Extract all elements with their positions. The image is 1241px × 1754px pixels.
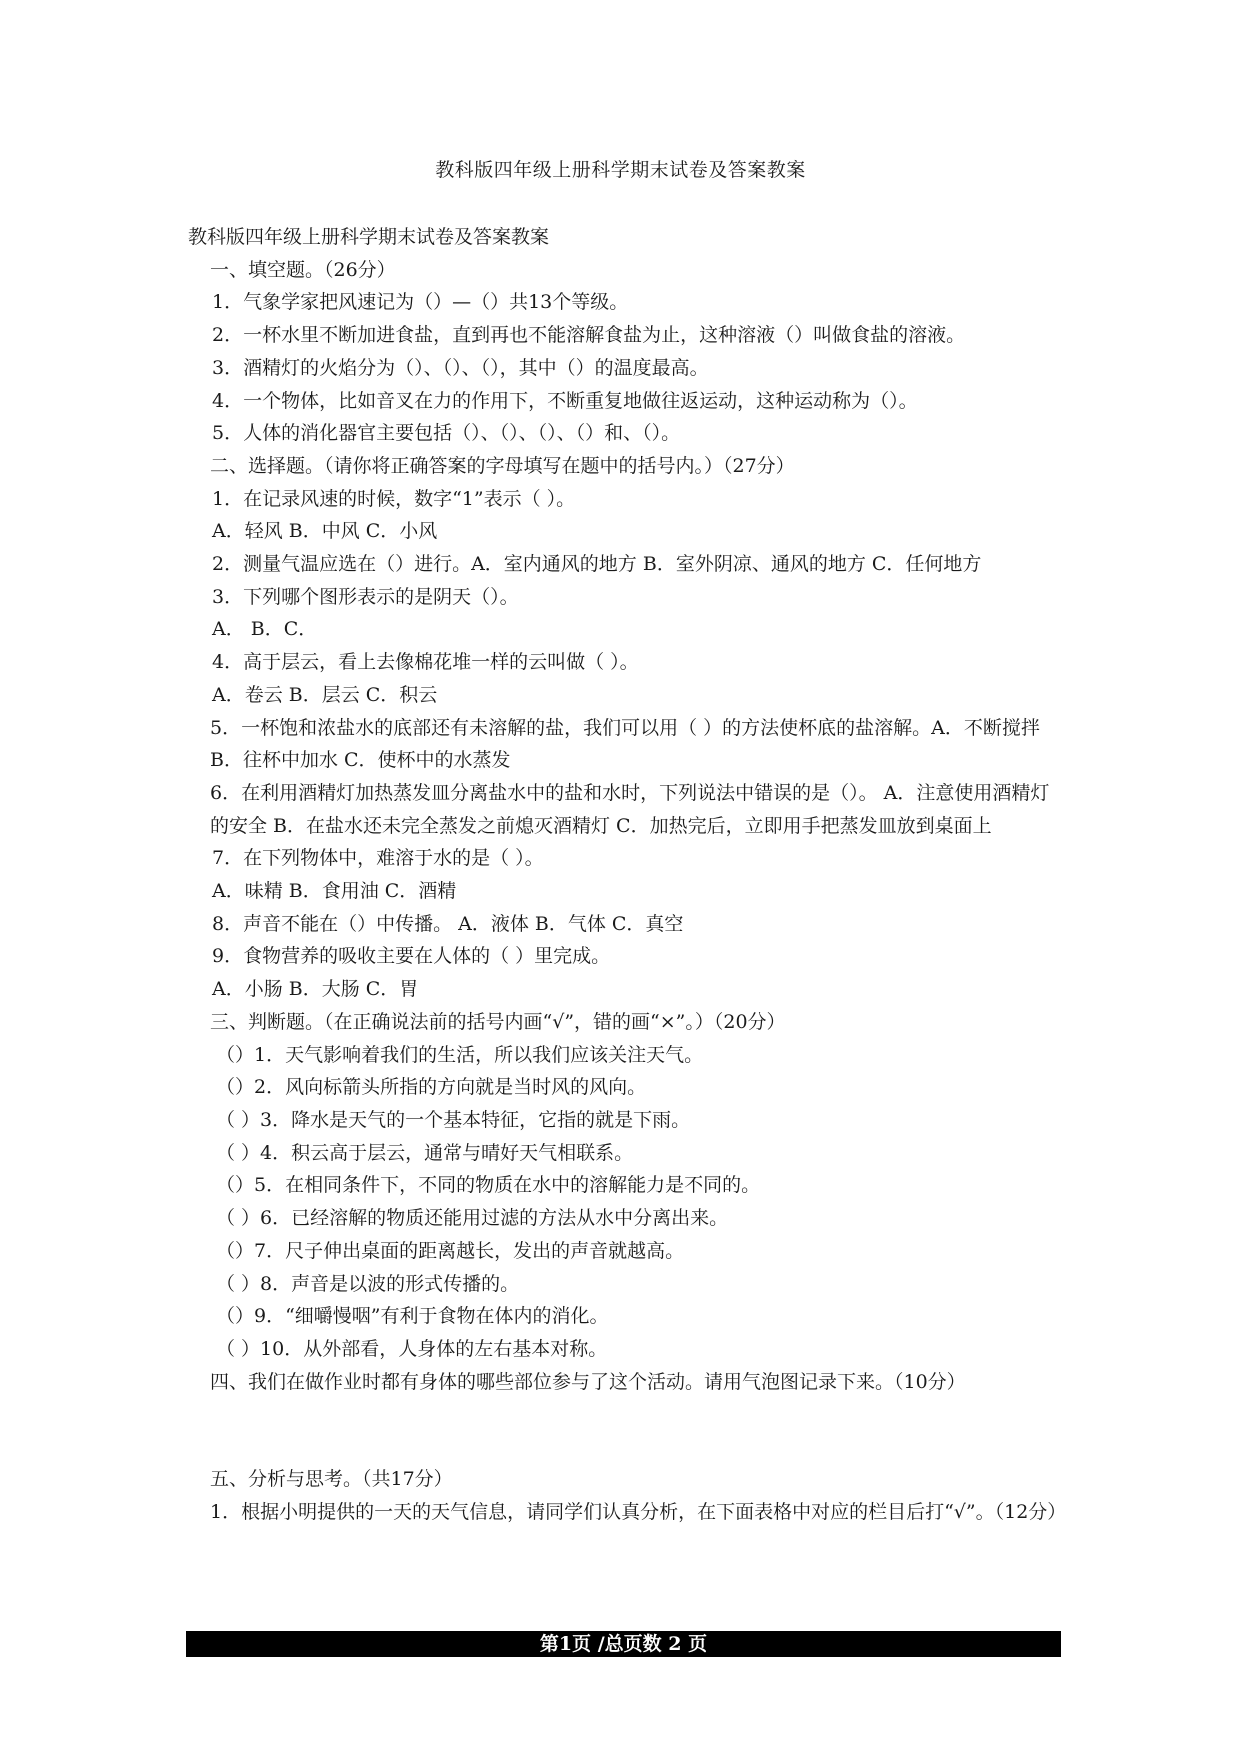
text-line: 1．气象学家把风速记为（）—（）共13个等级。 (212, 291, 629, 314)
text-line: （）5．在相同条件下，不同的物质在水中的溶解能力是不同的。 (216, 1174, 761, 1197)
text-line: 6．在利用酒精灯加热蒸发皿分离盐水中的盐和水时，下列说法中错误的是（）。 A．注意使用酒精灯的安全 B．在盐水还未完全蒸发之前熄灭酒精灯 C．加热完后，立即用手把蒸发皿放到桌面上 (210, 781, 1050, 837)
text-line: 9．食物营养的吸收主要在人体的（ ）里完成。 (212, 945, 611, 968)
text-line: （ ）4．积云高于层云，通常与晴好天气相联系。 (216, 1141, 634, 1164)
document-body (188, 221, 1067, 1529)
text-line: （ ）3．降水是天气的一个基本特征，它指的就是下雨。 (216, 1108, 691, 1131)
text-line: 三、判断题。（在正确说法前的括号内画“√”，错的画“×”。）（20分） (210, 1010, 786, 1033)
text-line: （）7．尺子伸出桌面的距离越长，发出的声音就越高。 (216, 1239, 685, 1262)
text-line: A．卷云 B．层云 C．积云 (212, 683, 438, 706)
page-title: 教科版四年级上册科学期末试卷及答案教案 (435, 159, 806, 181)
text-line: 2．测量气温应选在（）进行。A．室内通风的地方 B．室外阴凉、通风的地方 C．任何地方 (212, 553, 982, 576)
text-line: （ ）6．已经溶解的物质还能用过滤的方法从水中分离出来。 (216, 1207, 729, 1230)
text-line: A．味精 B．食用油 C．酒精 (212, 880, 457, 903)
text-line: （）2．风向标箭头所指的方向就是当时风的风向。 (216, 1076, 647, 1099)
text-line: 1．在记录风速的时候，数字“1”表示（ ）。 (212, 487, 576, 510)
text-line: 1．根据小明提供的一天的天气信息，请同学们认真分析，在下面表格中对应的栏目后打“√”。（12分） (210, 1501, 1067, 1524)
text-line: 7．在下列物体中，难溶于水的是（ ）。 (212, 847, 544, 870)
text-line: 五、分析与思考。（共17分） (210, 1468, 453, 1491)
text-line: 3．下列哪个图形表示的是阴天（）。 (212, 585, 519, 608)
text-line: （ ）8．声音是以波的形式传播的。 (216, 1272, 520, 1295)
text-line: 教科版四年级上册科学期末试卷及答案教案 (188, 226, 550, 248)
text-line: 5．一杯饱和浓盐水的底部还有未溶解的盐，我们可以用（ ）的方法使杯底的盐溶解。A．不断搅拌 B．往杯中加水 C．使杯中的水蒸发 (210, 716, 1046, 772)
text-line: （ ）10．从外部看，人身体的左右基本对称。 (216, 1337, 608, 1360)
text-line: A． B．C． (212, 618, 318, 641)
text-line: 8．声音不能在（）中传播。 A．液体 B．气体 C．真空 (212, 912, 684, 935)
text-line: （）1．天气影响着我们的生活，所以我们应该关注天气。 (216, 1043, 704, 1066)
text-line: 一、填空题。（26分） (210, 258, 396, 281)
text-line: 3．酒精灯的火焰分为（）、（）、（），其中（）的温度最高。 (212, 356, 709, 379)
blank-space (188, 1398, 1063, 1463)
text-line: 5．人体的消化器官主要包括（）、（）、（）、（）和、（）。 (212, 422, 681, 445)
text-line: 4．高于层云，看上去像棉花堆一样的云叫做（ ）。 (212, 651, 639, 674)
page-footer: 第1页 /总页数 2 页 (186, 1631, 1061, 1657)
text-line: A．小肠 B．大肠 C．胃 (212, 978, 419, 1001)
text-line: 4．一个物体，比如音叉在力的作用下，不断重复地做往返运动，这种运动称为（）。 (212, 389, 918, 412)
text-line: 2．一杯水里不断加进食盐，直到再也不能溶解食盐为止，这种溶液（）叫做食盐的溶液。 (212, 324, 966, 347)
text-line: 四、我们在做作业时都有身体的哪些部位参与了这个活动。请用气泡图记录下来。（10分） (210, 1370, 966, 1393)
text-line: 二、选择题。（请你将正确答案的字母填写在题中的括号内。）（27分） (210, 454, 795, 477)
text-line: A．轻风 B．中风 C．小风 (212, 520, 438, 543)
text-line: （）9．“细嚼慢咽”有利于食物在体内的消化。 (216, 1305, 609, 1328)
